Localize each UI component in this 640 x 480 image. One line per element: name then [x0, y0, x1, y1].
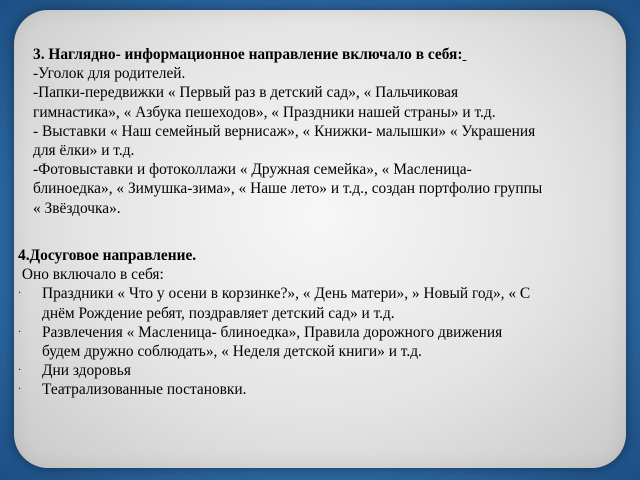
section-4-intro: Оно включало в себя:: [18, 266, 164, 284]
section-3-line: -Уголок для родителей.: [33, 65, 186, 83]
bullet-icon: ·: [18, 288, 22, 300]
section-3-heading: [33, 45, 633, 64]
section-3-line: « Звёздочка».: [33, 199, 121, 217]
bullet-item: [18, 284, 628, 322]
bullet-line: будем дружно соблюдать», « Неделя детской книги» и т.д.: [42, 343, 422, 361]
bullet-icon: ·: [18, 365, 22, 377]
bullet-line: Развлечения « Масленица- блиноедка», Правила дорожного движения: [42, 323, 503, 341]
bullet-item: [18, 380, 628, 399]
bullet-line: Праздники « Что у осени в корзинке?», « День матери», » Новый год», « С: [42, 285, 531, 303]
bullet-icon: ·: [18, 326, 22, 338]
heading-underline-space: [463, 46, 467, 63]
section-3: [33, 45, 633, 218]
section-3-line: -Папки-передвижки « Первый раз в детский сад», « Пальчиковая: [33, 84, 459, 102]
bullet-line: днём Рождение ребят, поздравляет детский сад» и т.д.: [42, 304, 395, 322]
bullet-item: [18, 361, 628, 380]
section-3-line: гимнастика», « Азбука пешеходов», « Праздники нашей страны» и т.д.: [33, 103, 496, 121]
bullet-item: [18, 323, 628, 361]
section-3-line: - Выставки « Наш семейный вернисаж», « Книжки- малышки» « Украшения: [33, 122, 536, 140]
section-4-heading: 4.Досуговое направление.: [18, 247, 197, 264]
section-4: [18, 246, 628, 400]
section-3-line: для ёлки» и т.д.: [33, 142, 135, 160]
bullet-icon: ·: [18, 384, 22, 396]
section-3-heading-text: 3. Наглядно- информационное направление включало в себя:: [33, 46, 463, 63]
bullet-line: Дни здоровья: [42, 362, 131, 380]
section-3-line: -Фотовыставки и фотоколлажи « Дружная семейка», « Масленица-: [33, 161, 472, 179]
bullet-line: Театрализованные постановки.: [42, 381, 247, 399]
section-3-line: блиноедка», « Зимушка-зима», « Наше лето» и т.д., создан портфолио группы: [33, 180, 543, 198]
